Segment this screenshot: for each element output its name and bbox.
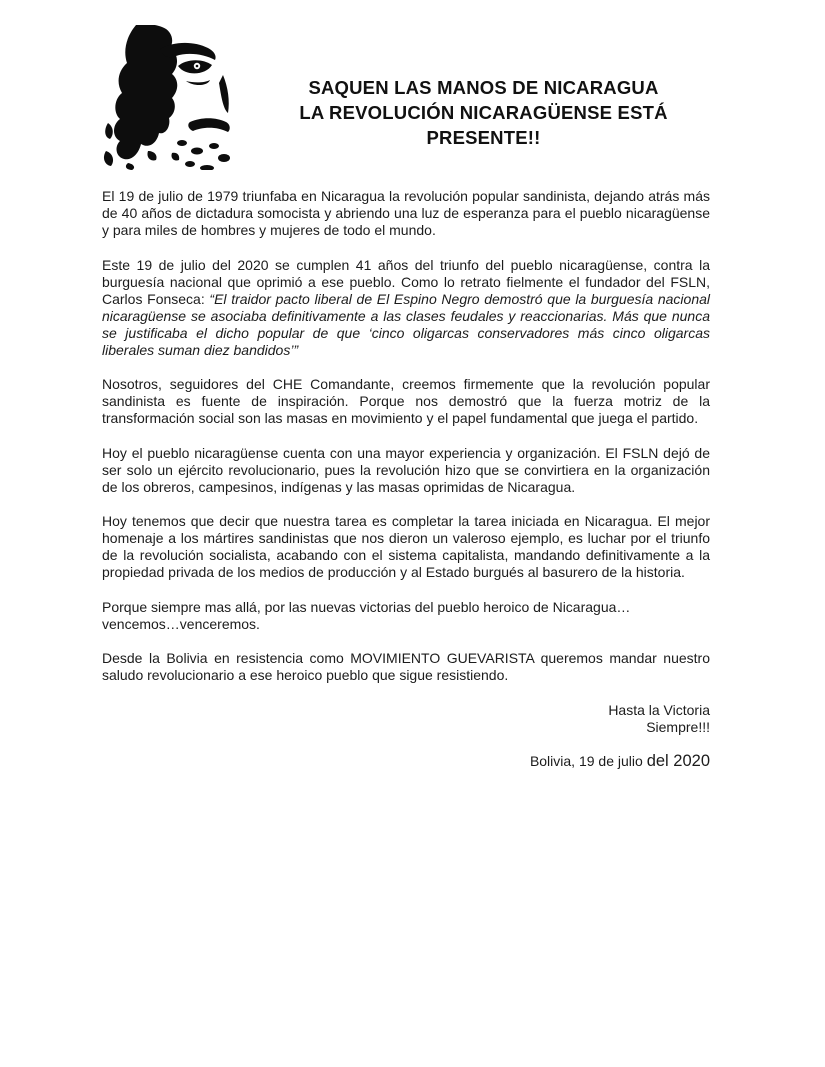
- closing-slogan: [102, 702, 710, 736]
- paragraph-6: [102, 599, 710, 633]
- closing-slogan-line-2: Siempre!!!: [646, 718, 710, 735]
- title-line-2: LA REVOLUCIÓN NICARAGÜENSE ESTÁ: [299, 102, 668, 123]
- paragraph-2-quote: “El traidor pacto liberal de El Espino Negro demostró que la burguesía nacional nicaragüense se asociaba definitivamente a las clases feudales y reaccionarias. Más que nunca se justificaba el dicho popular de que ‘cinco oligarcas conservadores más cinco oligarcas liberales suman diez bandidos’”: [102, 290, 711, 358]
- paragraph-1: El 19 de julio de 1979 triunfaba en Nicaragua la revolución popular sandinista, dejando atrás más de 40 años de dictadura somocista y abriendo una luz de esperanza para el pueblo nicaragüense y para miles de hombres y mujeres de todo el mundo.: [102, 188, 710, 238]
- closing-dateline: [102, 753, 710, 770]
- document-header: [102, 25, 710, 170]
- paragraph-7: Desde la Bolivia en resistencia como MOVIMIENTO GUEVARISTA queremos mandar nuestro saludo revolucionario a ese heroico pueblo que sigue resistiendo.: [102, 650, 710, 683]
- closing-slogan-line-1: Hasta la Victoria: [608, 701, 710, 718]
- document-title: [232, 25, 735, 150]
- closing-date-suffix: del 2020: [646, 751, 710, 770]
- title-line-3: PRESENTE!!: [426, 127, 541, 148]
- paragraph-3: Nosotros, seguidores del CHE Comandante, creemos firmemente que la revolución popular sandinista es fuente de inspiración. Porque nos demostró que la fuerza motriz de la transformación social son las masas en movimiento y el papel fundamental que juega el partido.: [102, 376, 710, 426]
- paragraph-2-lead: Este 19 de julio del 2020 se cumplen 41 años del triunfo del pueblo nicaragüense, contra la burguesía nacional que oprimió a ese pueblo. Como lo retrato fielmente el fundador del FSLN, Carlos Fonseca:: [102, 256, 710, 307]
- title-line-1: SAQUEN LAS MANOS DE NICARAGUA: [308, 77, 659, 98]
- paragraph-2: [102, 257, 710, 359]
- document-body: [102, 188, 710, 770]
- paragraph-5: Hoy tenemos que decir que nuestra tarea es completar la tarea iniciada en Nicaragua. El mejor homenaje a los mártires sandinistas que nos dieron un valeroso ejemplo, es luchar por el triunfo de la revolución socialista, acabando con el sistema capitalista, mandando definitivamente a la propiedad privada de los medios de producción y al Estado burgués al basurero de la historia.: [102, 513, 710, 580]
- paragraph-6-line-1: Porque siempre mas allá, por las nuevas victorias del pueblo heroico de Nicaragua…: [102, 598, 631, 615]
- che-guevara-portrait-icon: [102, 25, 232, 170]
- paragraph-4: Hoy el pueblo nicaragüense cuenta con una mayor experiencia y organización. El FSLN dejó de ser solo un ejército revolucionario, pues la revolución hizo que se convirtiera en la organización de los obreros, campesinos, indígenas y las masas oprimidas de Nicaragua.: [102, 444, 710, 495]
- closing-place-date: Bolivia, 19 de julio: [529, 752, 647, 769]
- che-guevara-portrait-image: [102, 25, 232, 170]
- paragraph-6-line-2: vencemos…venceremos.: [102, 615, 260, 632]
